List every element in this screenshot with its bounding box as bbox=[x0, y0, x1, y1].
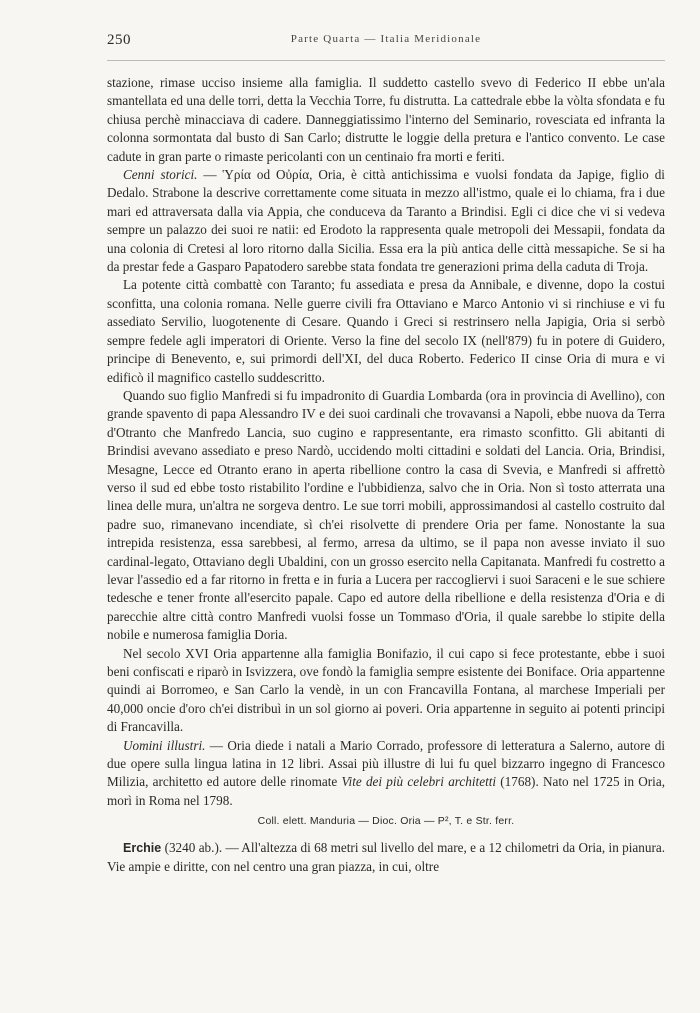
paragraph-erchie bbox=[107, 839, 665, 876]
page-header bbox=[107, 32, 665, 52]
illustrious-text-a: — Oria diede i natali a Mario Corrado, professore di letteratura a Salerno, autore di due opere sulla lingua latina in 12 libri. Assai più illustre di lui fu quel bizzarro ingegno di Francesco Milizia, architetto ed autore delle rinomate bbox=[107, 737, 665, 790]
administrative-note: Coll. elett. Manduria — Dioc. Oria — P², T. e Str. ferr. bbox=[257, 815, 515, 828]
book-title: Vite dei più celebri architetti bbox=[341, 774, 497, 790]
paragraph-history bbox=[107, 166, 665, 276]
page-body bbox=[107, 74, 665, 876]
page-number: 250 bbox=[107, 32, 131, 48]
paragraph-bonifazio: Nel secolo XVI Oria appartenne alla famiglia Bonifazio, il cui capo si fece protestante, ebbe i suoi beni confiscati e riparò in Isvizzera, ove fondò la famiglia sempre esistente dei Boniface. Oria appartenne quindi ai Borromeo, e San Carlo la vendè, in un con Francavilla Fontana, al marchese Imperiali per 40,000 oncie d'oro ch'ei distribuì in un sol giorno ai poveri. Oria appartenne in seguito ai potenti principi di Francavilla. bbox=[107, 645, 665, 735]
paragraph-manfredi: Quando suo figlio Manfredi si fu impadronito di Guardia Lombarda (ora in provincia di Avellino), con grande spavento di papa Alessandro IV e dei suoi cardinali che trovavansi a Napoli, ebbe nuova da Terra d'Otranto che Manfredo Lancia, suo cugino e rappresentante, era rimasto sconfitto. Gli abitanti di Brindisi avevano assediato e preso Nardò, uccidendo molti cittadini e soldati del Lancia. Oria, Brindisi, Mesagne, Lecce ed Otranto erano in aperta ribellione contro la casa di Svevia, e Manfredi si affrettò verso il sud ed ebbe tosto ristabilito l'ordine e l'ubbidienza, salvo che in Oria. Non sì tosto atterrata una linea delle mura, un'altra ne sorgeva dentro. Le sue torri mobili, approssimandosi al castello costruito dal padre suo, rimanevano incendiate, sì ch'ei risolvette di prendere Oria per fame. Nonostante la sua intrepida resistenza, essa sarebbesi, al fermo, arresa da ultimo, se il papa non avesse inviato il suo cardinal-legato, Ottaviano degli Ubaldini, con un grosso esercito nella Capitanata. Manfredi fu costretto a levar l'assedio ed a far ritorno in fretta e in furia a Lucera per raccogliervi i suoi Saraceni e le sue schiere tedesche e tener fronte all'esercito papale. Capo ed autore della ribellione e della resistenza d'Oria e di parecchie altre città contro Manfredi vuolsi fosse un Tommaso d'Oria, il quale sarebbe lo stipite della nobile e numerosa famiglia Doria. bbox=[107, 387, 665, 643]
place-name-erchie: Erchie bbox=[123, 841, 162, 856]
running-title: Parte Quarta — Italia Meridionale bbox=[290, 33, 482, 45]
section-label-history: Cenni storici. bbox=[123, 167, 198, 183]
paragraph-history-text: — Ὑρία od Οὐρία, Oria, è città antichissima e vuolsi fondata da Japige, figlio di Dedalo. Strabone la descrive correttamente come situata in mezzo all'istmo, quale ei lo chiama, fra i due mari ed attraversata dalla via Appia, che conduceva da Taranto a Brindisi. Egli ci dice che vi si vedeva sempre un palazzo dei suoi re natii: ed Erodoto la rappresenta quale metropoli dei Messapii, fondata da una colonia di Cretesi al loro ritorno dalla Sicilia. Essa era la più antica delle città messapiche. Se si ha da prestar fede a Gasparo Papatodero sarebbe stata fondata tre generazioni prima della caduta di Troja. bbox=[107, 167, 665, 275]
paragraph-taranto: La potente città combattè con Taranto; fu assediata e presa da Annibale, e divenne, dopo la costui sconfitta, una colonia romana. Nelle guerre civili fra Ottaviano e Marco Antonio vi si rinchiuse e vi fu assediato Servilio, luogotenente di Cesare. Quando i Greci si restrinsero nella Japigia, Oria si serbò sempre fedele agli imperatori di Oriente. Verso la fine del secolo IX (nell'879) fu in potere di Guidero, principe di Benevento, e, sui primordi dell'XI, del duca Roberto. Federico II cinse Oria di mura e vi edificò il magnifico castello suddescritto. bbox=[107, 277, 665, 385]
erchie-text: (3240 ab.). — All'altezza di 68 metri sul livello del mare, e a 12 chilometri da Oria, in pianura. Vie ampie e diritte, con nel centro una gran piazza, in cui, oltre bbox=[107, 840, 665, 874]
paragraph-illustrious bbox=[107, 737, 665, 811]
illustrious-text-b: (1768). Nato nel 1725 in Oria, morì in Roma nel 1798. bbox=[107, 774, 665, 808]
header-rule bbox=[107, 60, 665, 61]
paragraph-earthquake: stazione, rimase ucciso insieme alla famiglia. Il suddetto castello svevo di Federico II ebbe un'ala smantellata ed una delle torri, detta la Vecchia Torre, fu distrutta. La cattedrale ebbe la vòlta sfondata e fu chiusa perchè minacciava di cadere. Danneggiatissimo l'interno del Seminario, rovesciata ed infranta la colonna sormontata dal busto di San Carlo; distrutte le loggie della pretura e l'antico convento. Le case cadute in gran parte o rimaste pericolanti con un centinaio fra morti e feriti. bbox=[107, 75, 665, 164]
section-label-illustrious: Uomini illustri. bbox=[123, 737, 206, 753]
